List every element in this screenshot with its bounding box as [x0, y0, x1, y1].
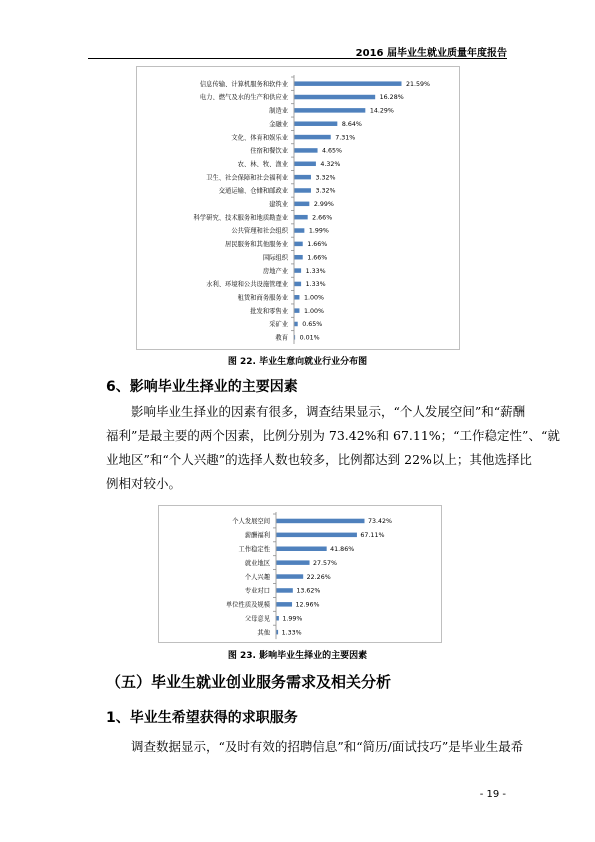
career-choice-factors-chart: [159, 506, 441, 642]
value-label: 14.29%: [369, 107, 394, 115]
category-label: 电力、燃气及水的生产和供应业: [199, 94, 288, 102]
value-label: 27.57%: [313, 559, 338, 567]
bar: [295, 81, 402, 86]
paragraph-line: 业地区”和“个人兴趣”的选择人数也较多，比例都达到 22%以上；其他选择比: [106, 452, 532, 467]
value-label: 16.28%: [379, 94, 404, 102]
category-label: 农、林、牧、渔业: [237, 160, 288, 168]
bar: [277, 616, 279, 621]
category-label: 科学研究、技术服务和地质勘查业: [193, 214, 288, 222]
category-label: 卫生、社会保障和社会福利业: [206, 174, 288, 182]
value-label: 12.96%: [295, 601, 320, 609]
category-label: 金融业: [269, 120, 288, 128]
category-label: 批发和零售业: [250, 307, 288, 315]
category-label: 房地产业: [262, 267, 288, 275]
value-label: 0.65%: [302, 321, 323, 329]
report-header-title: 2016 届毕业生就业质量年度报告: [355, 48, 507, 59]
category-label: 采矿业: [269, 321, 288, 329]
value-label: 1.66%: [307, 241, 328, 249]
bar: [295, 95, 376, 100]
value-label: 73.42%: [368, 518, 393, 526]
value-label: 1.00%: [303, 307, 324, 315]
value-label: 7.31%: [335, 134, 356, 142]
bar: [295, 148, 318, 153]
category-label: 交通运输、仓储和邮政业: [218, 187, 288, 195]
value-label: 1.99%: [308, 227, 329, 235]
section6-paragraph: [106, 400, 560, 496]
value-label: 3.32%: [315, 174, 336, 182]
category-label: 个人发展空间: [232, 518, 270, 526]
category-label: 国际组织: [262, 254, 288, 262]
bar: [295, 242, 303, 247]
value-label: 2.99%: [313, 201, 334, 209]
value-label: 4.65%: [322, 147, 343, 155]
chart22-caption: 图 22. 毕业生意向就业行业分布图: [227, 357, 368, 367]
value-label: 13.62%: [296, 587, 321, 595]
category-label: 专业对口: [244, 587, 270, 595]
bar: [295, 121, 338, 126]
value-label: 4.32%: [320, 160, 341, 168]
bar: [277, 602, 293, 607]
bar: [295, 215, 308, 220]
value-label: 67.11%: [360, 532, 385, 540]
chart23-caption: 图 23. 影响毕业生择业的主要因素: [227, 651, 368, 661]
bar: [295, 282, 302, 287]
category-label: 制造业: [269, 107, 288, 115]
section6-title: 6、影响毕业生择业的主要因素: [106, 379, 298, 395]
bar: [295, 162, 316, 167]
value-label: 1.99%: [282, 615, 303, 623]
page-number: - 19 -: [479, 789, 506, 800]
bar: [277, 574, 304, 579]
sub1-paragraph: [106, 735, 524, 759]
value-label: 2.66%: [312, 214, 333, 222]
industry-distribution-chart: [137, 67, 459, 349]
bar: [277, 547, 327, 552]
sub1-title: 1、毕业生希望获得的求职服务: [106, 710, 298, 726]
category-label: 父母意见: [244, 615, 270, 623]
bar: [295, 322, 298, 327]
value-label: 3.32%: [315, 187, 336, 195]
bar: [277, 588, 293, 593]
header-divider: [88, 58, 507, 59]
bar: [295, 175, 311, 180]
value-label: 41.86%: [330, 545, 355, 553]
paragraph-line: 例相对较小。: [106, 476, 182, 491]
bar: [295, 202, 310, 207]
category-label: 建筑业: [269, 201, 288, 209]
value-label: 0.01%: [299, 334, 320, 342]
category-label: 薪酬福利: [244, 532, 270, 540]
category-label: 居民服务和其他服务业: [225, 241, 288, 249]
bar: [277, 630, 279, 635]
bar: [295, 335, 296, 340]
value-label: 1.33%: [305, 267, 326, 275]
bar: [295, 255, 303, 260]
category-label: 就业地区: [244, 559, 270, 567]
bar: [295, 295, 300, 300]
paragraph-line: 影响毕业生择业的因素有很多，调查结果显示，“个人发展空间”和“薪酬: [131, 404, 526, 419]
category-label: 文化、体育和娱乐业: [231, 134, 288, 142]
bar: [295, 228, 305, 233]
bar: [295, 188, 311, 193]
value-label: 1.66%: [307, 254, 328, 262]
bar: [295, 108, 366, 113]
value-label: 21.59%: [406, 80, 431, 88]
industry-chart-frame: [136, 66, 460, 350]
value-label: 22.26%: [306, 573, 331, 581]
category-label: 教育: [275, 334, 288, 342]
factors-chart-frame: [158, 505, 442, 643]
category-label: 水利、环境和公共设施管理业: [206, 281, 288, 289]
category-label: 个人兴趣: [244, 573, 270, 581]
category-label: 信息传输、计算机服务和软件业: [199, 80, 288, 88]
category-label: 公共管理和社会组织: [231, 227, 288, 235]
bar: [277, 519, 365, 524]
value-label: 1.33%: [305, 281, 326, 289]
category-label: 租赁和商务服务业: [237, 294, 288, 302]
section5-title: （五）毕业生就业创业服务需求及相关分析: [106, 673, 392, 691]
category-label: 住宿和餐饮业: [250, 147, 288, 155]
paragraph-line: 调查数据显示，“及时有效的招聘信息”和“简历/面试技巧”是毕业生最希: [131, 739, 524, 754]
category-label: 单位性质及规模: [225, 601, 270, 609]
category-label: 工作稳定性: [238, 545, 270, 553]
bar: [295, 135, 331, 140]
bar: [295, 308, 300, 313]
paragraph-line: 福利”是最主要的两个因素，比例分别为 73.42%和 67.11%；“工作稳定性”、“就: [106, 428, 560, 443]
category-label: 其他: [257, 629, 270, 637]
value-label: 8.64%: [341, 120, 362, 128]
bar: [295, 268, 302, 273]
bar: [277, 533, 357, 538]
value-label: 1.33%: [281, 629, 302, 637]
bar: [277, 560, 310, 565]
value-label: 1.00%: [303, 294, 324, 302]
